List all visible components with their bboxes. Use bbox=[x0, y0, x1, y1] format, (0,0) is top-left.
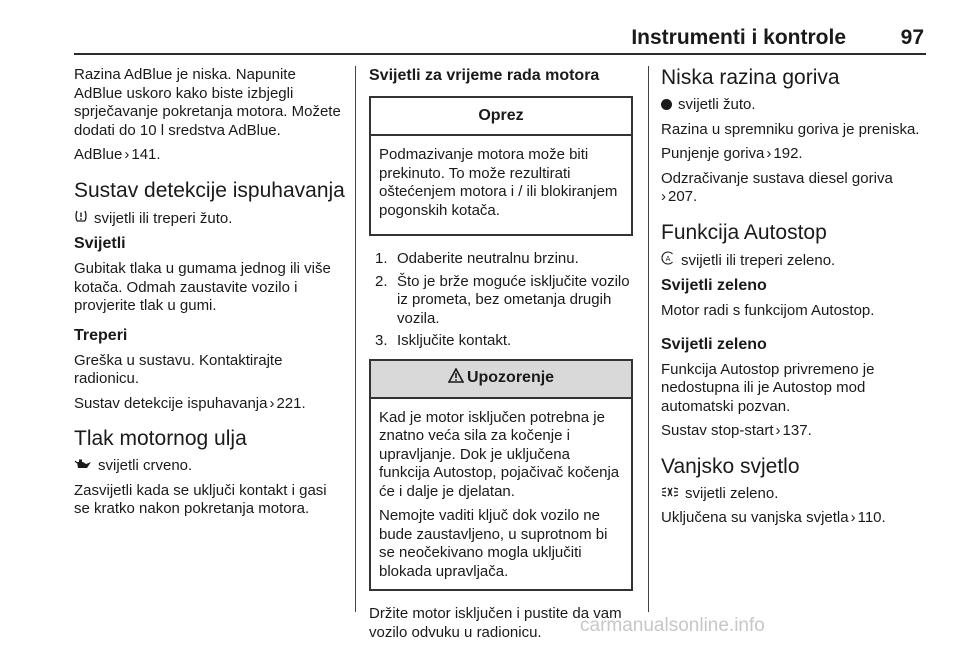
low-fuel-heading: Niska razina goriva bbox=[661, 66, 840, 89]
autostop-text-1: Motor radi s funkcijom Autostop. bbox=[661, 302, 875, 319]
svijetli-zeleno-heading-1: Svijetli zeleno bbox=[661, 277, 767, 294]
warning-triangle-icon bbox=[448, 368, 464, 389]
warning-title: Upozorenje bbox=[466, 369, 555, 387]
warning-text-2: Nemojte vaditi ključ dok vozilo ne bude zaustavljeno, u suprotnom bi se neočekivano mogla uključiti blokada upravljača. bbox=[379, 507, 608, 580]
light-reference[interactable]: Uključena su vanjska svjetla › 110. bbox=[661, 509, 886, 526]
caution-box bbox=[369, 96, 633, 236]
column-divider-1 bbox=[355, 66, 356, 612]
side-light-icon bbox=[661, 485, 679, 504]
column-1 bbox=[74, 66, 346, 525]
treperi-heading: Treperi bbox=[74, 326, 128, 344]
caution-title: Oprez bbox=[371, 98, 631, 136]
list-item: 3. Isključite kontakt. bbox=[375, 332, 512, 349]
autostop-text-2: Funkcija Autostop privremeno je nedostupna ili je Autostop mod automatski pozvan. bbox=[661, 360, 875, 415]
autostop-a-icon bbox=[661, 251, 675, 271]
svijetli-zeleno-heading-2: Svijetli zeleno bbox=[661, 335, 767, 353]
page-number: 97 bbox=[900, 26, 924, 49]
fuel-text: Razina u spremniku goriva je preniska. bbox=[661, 120, 920, 138]
svijetli-heading: Svijetli bbox=[74, 235, 126, 252]
svijetli-text: Gubitak tlaka u gumama jednog ili više kotača. Odmah zaustavite vozilo i provjerite tlak u gumi. bbox=[74, 260, 331, 314]
oil-can-icon bbox=[74, 457, 92, 476]
warning-text-1: Kad je motor isključen potrebna je znatno veća sila za kočenje i upravljanje. Dok je uključena funkcija Autostop, pojačivač kočenja će i dalje je djelatan. bbox=[379, 408, 620, 500]
adblue-paragraph: Razina AdBlue je niska. Napunite AdBlue uskoro kako biste izbjegli sprječavanje pokretanja motora. Možete dodati do 10 l sredstva AdBlue. bbox=[74, 66, 341, 139]
autostop-indicator-line: A svijetli ili treperi zeleno. bbox=[661, 251, 926, 271]
tpms-reference[interactable]: Sustav detekcije ispuhavanja › 221. bbox=[74, 394, 306, 412]
list-item: 1. Odaberite neutralnu brzinu. bbox=[375, 250, 579, 267]
fuel-indicator-line: svijetli žuto. bbox=[661, 96, 926, 115]
oil-indicator-line: svijetli crveno. bbox=[74, 457, 346, 476]
treperi-text: Greška u sustavu. Kontaktirajte radionicu. bbox=[74, 351, 283, 387]
column-2 bbox=[369, 66, 633, 648]
list-item: 2. Što je brže moguće isključite vozilo iz prometa, bez ometanja drugih vozila. bbox=[375, 272, 630, 327]
tpms-heading: Sustav detekcije ispuhavanja bbox=[74, 178, 345, 202]
engine-running-heading: Svijetli za vrijeme rada motora bbox=[369, 67, 600, 84]
reference-arrow-icon: › bbox=[124, 146, 130, 163]
stop-start-reference[interactable]: Sustav stop-start › 137. bbox=[661, 422, 812, 439]
light-indicator-line: svijetli zeleno. bbox=[661, 485, 926, 504]
svg-text:A: A bbox=[665, 254, 671, 263]
column-3 bbox=[661, 66, 926, 534]
reference-arrow-icon: › bbox=[766, 145, 772, 162]
adblue-reference[interactable]: AdBlue › 141. bbox=[74, 146, 161, 163]
warning-box bbox=[369, 359, 633, 592]
reference-arrow-icon: › bbox=[269, 394, 275, 412]
reference-arrow-icon: › bbox=[775, 422, 781, 439]
oil-text: Zasvijetli kada se uključi kontakt i gasi se kratko nakon pokretanja motora. bbox=[74, 481, 327, 517]
steps-list bbox=[369, 250, 633, 351]
tow-text: Držite motor isključen i pustite da vam vozilo odvuku u radionicu. bbox=[369, 605, 622, 641]
diesel-bleed-reference[interactable]: Odzračivanje sustava diesel goriva › 207. bbox=[661, 169, 893, 205]
oil-pressure-heading: Tlak motornog ulja bbox=[74, 427, 247, 450]
reference-arrow-icon: › bbox=[850, 509, 856, 526]
autostop-heading: Funkcija Autostop bbox=[661, 220, 827, 244]
header-rule bbox=[74, 53, 926, 55]
refuel-reference[interactable]: Punjenje goriva › 192. bbox=[661, 145, 803, 162]
column-divider-2 bbox=[648, 66, 649, 612]
filled-dot-icon bbox=[661, 99, 672, 110]
watermark: carmanualsonline.info bbox=[580, 615, 765, 636]
tyre-pressure-icon bbox=[74, 209, 88, 229]
exterior-light-heading: Vanjsko svjetlo bbox=[661, 454, 800, 478]
caution-text: Podmazivanje motora može biti prekinuto. To može rezultirati oštećenjem motora i / ili blokiranjem pogonskih kotača. bbox=[379, 146, 618, 219]
warning-header bbox=[371, 361, 631, 399]
tpms-indicator-line: svijetli ili treperi žuto. bbox=[74, 209, 346, 229]
running-header-title: Instrumenti i kontrole bbox=[631, 26, 846, 49]
reference-arrow-icon: › bbox=[661, 188, 666, 205]
